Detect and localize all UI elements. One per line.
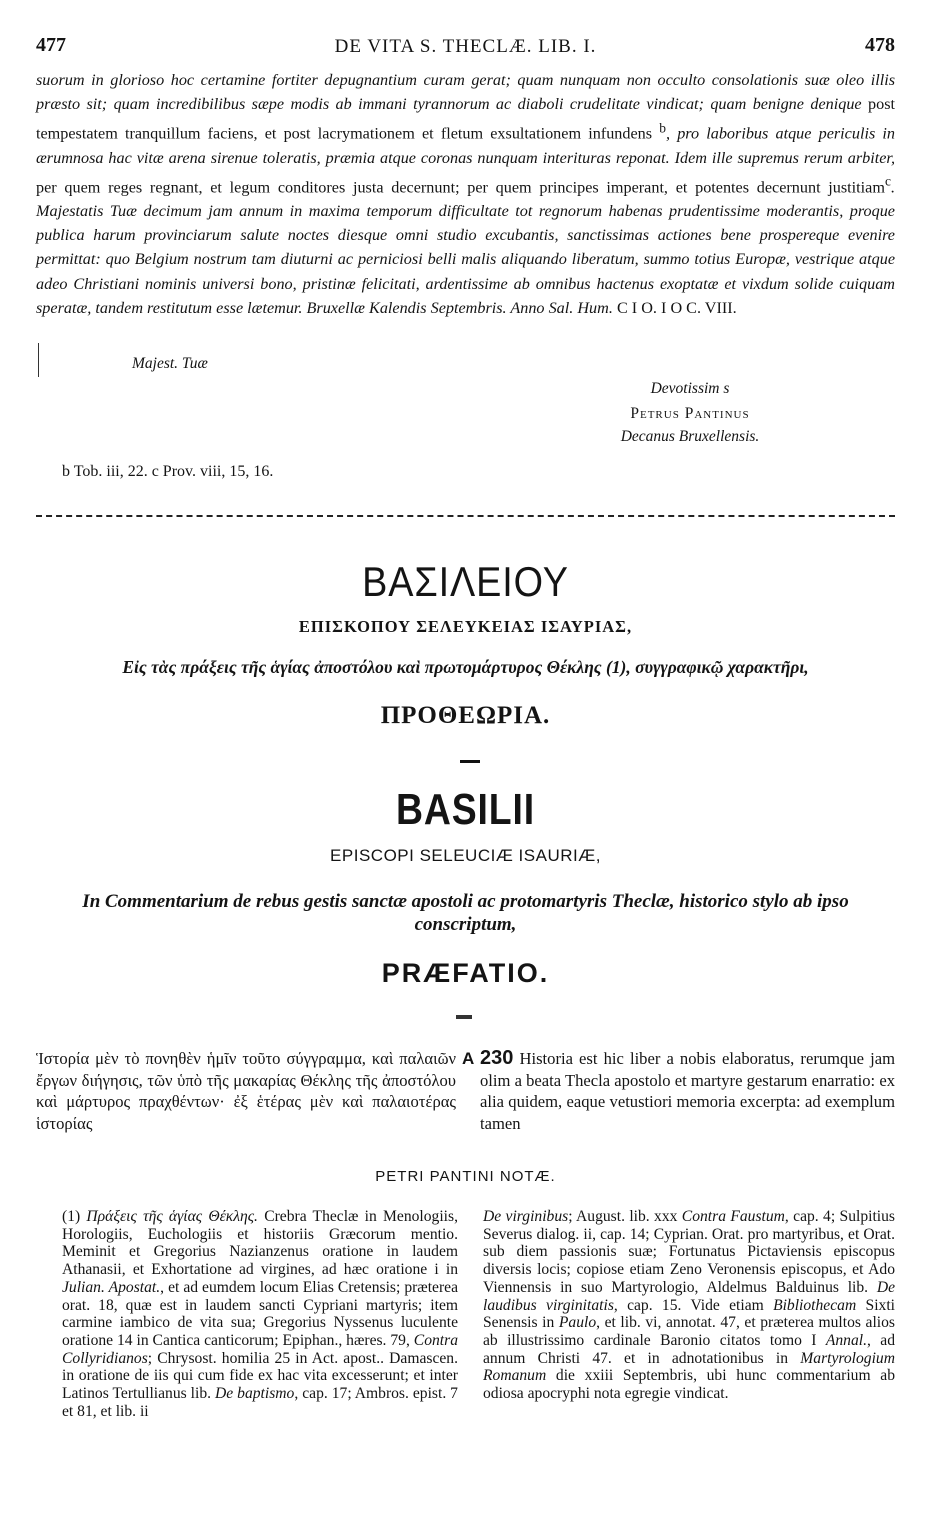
heading-dash [460,760,480,763]
page-number-right: 478 [865,34,895,56]
notes-right-column [483,1208,895,1403]
note-work-title: Annal. [825,1331,867,1349]
column-marker: A [462,1049,475,1068]
ornament [456,1015,472,1019]
notes-left-column [62,1208,458,1420]
note-work-title: Julian. Apostat. [62,1278,161,1296]
margin-mark [38,343,39,377]
latin-preface-heading: PRÆFATIO. [381,958,550,988]
latin-title: BASILII [396,785,535,834]
note-greek-lemma: Πράξεις τῆς ἁγίας Θέκλης. [86,1208,258,1225]
note-text: , cap. 15. Vide etiam [613,1296,764,1314]
note-text: Sixti Senensis in [483,1296,895,1332]
section-divider [36,515,895,517]
dedication-part: , pro laboribus atque periculis in ærumnosa hac vitæ arena sirenue toleratis, præmia atque coronas nunquam interituras reponat. Idem ille supremus rerum arbiter, [36,124,896,167]
latin-subtitle: EPISCOPI SELEUCIÆ ISAURIÆ, [330,846,601,865]
note-work-title: De laudibus virginitatis [483,1278,895,1314]
greek-title: ΒΑΣΙΛΕΙΟΥ [362,558,569,605]
note-text: Crebra Theclæ in Menologiis, Horologiis, Euchologiis et historiis Græcorum mentio. Meminit et Gregorius Nazianzenus oratione in laudem Athanasii, et Exhortatione ad virgines, ad hæc oratione i in [62,1208,458,1279]
dedication-year: C I O. I O C. VIII. [616,298,737,317]
dedication-part: post tempestatem tranquillum faciens, et post lacrymationem et fletum exsultationem infundens [36,95,896,143]
greek-preface-heading: ΠΡΟΘΕΩΡΙΑ. [380,702,551,729]
dedication-closing: Majest. Tuæ [132,355,208,372]
page-number-left: 477 [36,34,66,56]
latin-body-text: Historia est hic liber a nobis elaboratus, rerumque jam olim a beata Thecla apostolo et martyre gestarum enarratio: ex alia quidem, eaque vetustiori memoria excerpta: ad exemplum tamen [480,1049,895,1134]
column-number: 230 [480,1047,514,1069]
notes-heading: PETRI PANTINI NOTÆ. [375,1168,556,1185]
signature-name: Petrus Pantinus [630,405,750,422]
note-work-title: Contra Faustum [681,1208,785,1225]
note-work-title: De virginibus [483,1208,569,1225]
greek-title-line: Εἰς τὰς πράξεις τῆς ἁγίας ἀποστόλου καὶ πρωτομάρτυρος Θέκλης (1), συγγραφικῷ χαρακτῆρι, [122,657,809,677]
note-text: ; Chrysost. homilia 25 in Act. apost.. Damascen. in oratione de iis qui cum fide ex hac vita excesserunt; et inter Latinos Tertullianus lib. [62,1349,458,1403]
running-title: DE VITA S. THECLÆ. LIB. I. [334,36,597,57]
dedication-part: per quem reges regnant, et legum conditores justa decernunt; per quem principes imperant, et potentes decernunt justitiam [36,178,885,197]
greek-body-column: Ἱστορία μὲν τὸ πονηθὲν ἡμῖν τοῦτο σύγγραμμα, καὶ παλαιῶν ἔργων διήγησις, τῶν ὑπὸ τῆς μακαρίας Θέκλης τῆς ἀποστόλου καὶ μάρτυρος πραχθέντων· ἐξ ἑτέρας μὲν καὶ παλαιοτέρας ἱστορίας [36,1049,456,1134]
running-header [36,34,895,60]
signature-line-1: Devotissim s [650,380,730,397]
footnote-references: b Tob. iii, 22. c Prov. viii, 15, 16. [62,463,274,480]
note-text: , ad annum Christi 47. et in adnotationibus in [483,1331,895,1367]
dedication-part: suorum in glorioso hoc certamine fortiter depugnantium curam gerat; quam nunquam non occulto consolationis suæ oleo illis præsto sit; quam incredibilibus sæpe modis ab immani tyrannorum ac diaboli crudelitate vindicat; quam benigne denique [36,71,895,114]
footnote-marker-c: c [884,173,891,189]
note-text: , cap. 4; Sulpitius Severus dialog. ii, cap. 14; Cyprian. Orat. pro martyribus, et Orat. sub diem passionis suæ; Fortunatus Pictaviensis episcopus diversis locis; copiose etiam Zeno Veronensis episcopus, et Ado Viennensis in suo Martyrologio, Aldelmus Balduinus lib. [483,1208,895,1296]
note-text: die xxiii Septembris, ubi hunc commentarium ab odiosa apocryphi nota egregie vindicat. [483,1367,895,1403]
dedication-text [36,68,895,320]
note-work-title: Bibliothecam [773,1296,857,1314]
latin-title-line: In Commentarium de rebus gestis sanctæ apostoli ac protomartyris Theclæ, historico stylo ab ipso conscriptum, [82,891,849,935]
greek-subtitle: ΕΠΙΣΚΟΠΟΥ ΣΕΛΕΥΚΕΙΑΣ ΙΣΑΥΡΙΑΣ, [298,617,633,636]
note-work-title: Paulo [558,1314,597,1332]
signature-title: Decanus Bruxellensis. [620,428,760,445]
note-text: , et ad eumdem locum Elias Cretensis; præterea orat. 18, quæ est in laudem sancti Cypriani martyris; item carmine iambico de vita sua; Gregorius Nyssenus luculente oratione 14 in Cantica canticorum; Epiphan., hæres. 79, [62,1278,458,1349]
note-work-title: De baptismo [215,1385,295,1403]
note-text: ; August. lib. xxx [568,1208,678,1225]
note-text: , cap. 17; Ambros. epist. 7 et 81, et lib. ii [62,1385,458,1420]
footnote-marker-b: b [659,120,666,136]
latin-body-column [480,1048,895,1135]
note-work-title: Contra Collyridianos [62,1331,458,1367]
note-number: (1) [62,1208,81,1225]
dedication-part: . Majestatis Tuæ decimum jam annum in maxima temporum difficultate tot regnorum habenas prudentissime moderantis, proque publica harum provinciarum salute noctes diesque omni studio excubantis, sanctissimas actiones bene prospereque evenire permittat: quo Belgium nostrum tam diuturni ac perniciosi belli malis aliquando liberatum, summo totius Europæ, vestrique atque adeo Christiani nominis universi bono, pristinæ felicitati, ardentissime ab omnibus hactenus exoptatæ et vixdum solide cuiquam speratæ, tandem restitutum esse lætemur. Bruxellæ Kalendis Septembris. Anno Sal. Hum. [36,178,895,317]
note-text: , et lib. vi, annotat. 47, et præterea multos alios ab illustrissimo cardinale Baronio citatos tomo I [483,1314,895,1349]
note-work-title: Martyrologium Romanum [483,1349,895,1385]
